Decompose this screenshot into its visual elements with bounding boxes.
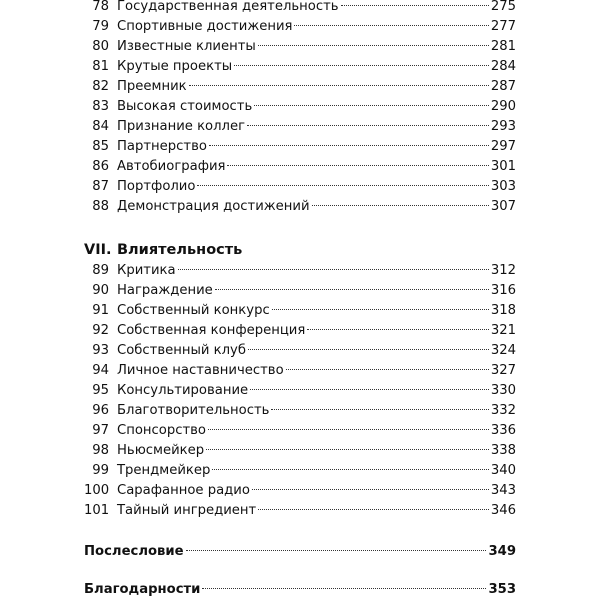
toc-entry[interactable] — [84, 461, 516, 481]
toc-entry[interactable] — [84, 17, 516, 37]
toc-entry[interactable] — [84, 501, 516, 521]
toc-entry-number: 81 — [92, 59, 109, 74]
toc-entry-page: 293 — [490, 119, 516, 134]
toc-entry-page: 332 — [490, 403, 516, 418]
toc-entry-page: 321 — [490, 323, 516, 338]
dot-leader — [307, 329, 489, 330]
dot-leader — [208, 429, 489, 430]
dot-leader — [178, 269, 489, 270]
toc-entry-number: 98 — [92, 443, 109, 458]
toc-entry-number: 84 — [92, 119, 109, 134]
toc-entry-title: Известные клиенты — [117, 39, 256, 54]
toc-entry[interactable] — [84, 261, 516, 281]
toc-entry-number: 95 — [92, 383, 109, 398]
toc-entry-page: 318 — [490, 303, 516, 318]
dot-leader — [186, 550, 487, 551]
toc-entry-number: 88 — [92, 199, 109, 214]
toc-entry-number: 96 — [92, 403, 109, 418]
toc-entry[interactable] — [84, 97, 516, 117]
toc-entry-number: 86 — [92, 159, 109, 174]
toc-entry[interactable] — [84, 177, 516, 197]
dot-leader — [206, 449, 489, 450]
toc-entry-page: 316 — [490, 283, 516, 298]
dot-leader — [209, 145, 489, 146]
toc-entry-title: Трендмейкер — [117, 463, 211, 478]
toc-entry-title: Демонстрация достижений — [117, 199, 310, 214]
toc-entry-afterword[interactable] — [84, 542, 516, 562]
toc-entry-number: 80 — [92, 39, 109, 54]
toc-entry-number: 79 — [92, 19, 109, 34]
toc-entry-page: 301 — [490, 159, 516, 174]
toc-entry-title: Награждение — [117, 283, 213, 298]
toc-entry-number: 93 — [92, 343, 109, 358]
toc-entry-number: 91 — [92, 303, 109, 318]
toc-entry-title: Партнерство — [117, 139, 207, 154]
toc-entry-title: Личное наставничество — [117, 363, 284, 378]
dot-leader — [271, 409, 488, 410]
toc-entry-number: 101 — [84, 503, 110, 518]
toc-entry-title: Ньюсмейкер — [117, 443, 205, 458]
toc-entry-page: 343 — [490, 483, 516, 498]
dot-leader — [252, 489, 489, 490]
toc-entry-page: 340 — [490, 463, 516, 478]
dot-leader — [258, 45, 489, 46]
toc-entry-title: Крутые проекты — [117, 59, 233, 74]
toc-entry-page: 277 — [490, 19, 516, 34]
dot-leader — [272, 309, 489, 310]
toc-entry[interactable] — [84, 441, 516, 461]
toc-entry-title: Собственный клуб — [117, 343, 246, 358]
toc-entry-page: 327 — [490, 363, 516, 378]
toc-entry[interactable] — [84, 197, 516, 217]
toc-entry-page: 312 — [490, 263, 516, 278]
toc-entry[interactable] — [84, 137, 516, 157]
toc-entry-page: 353 — [488, 582, 516, 597]
toc-entry-number: 90 — [92, 283, 109, 298]
toc-entry-title: Высокая стоимость — [117, 99, 253, 114]
toc-entry[interactable] — [84, 77, 516, 97]
toc-entry-title: Благодарности — [84, 582, 201, 597]
dot-leader — [215, 289, 489, 290]
toc-entry[interactable] — [84, 381, 516, 401]
toc-entry-number: 82 — [92, 79, 109, 94]
toc-entry-number: 99 — [92, 463, 109, 478]
dot-leader — [294, 25, 488, 26]
toc-entry-page: 336 — [490, 423, 516, 438]
toc-entry-title: Государственная деятельность — [117, 0, 339, 14]
dot-leader — [202, 588, 486, 589]
toc-entry-number: 94 — [92, 363, 109, 378]
section-title: Влиятельность — [117, 242, 243, 258]
toc-entry-title: Преемник — [117, 79, 187, 94]
toc-entry[interactable] — [84, 421, 516, 441]
toc-entry[interactable] — [84, 117, 516, 137]
toc-entry[interactable] — [84, 341, 516, 361]
dot-leader — [247, 125, 489, 126]
toc-entry[interactable] — [84, 321, 516, 341]
dot-leader — [250, 389, 489, 390]
toc-entry-page: 281 — [490, 39, 516, 54]
toc-entry[interactable] — [84, 0, 516, 17]
toc-entry-title: Собственный конкурс — [117, 303, 270, 318]
dot-leader — [258, 509, 489, 510]
toc-entry-title: Признание коллег — [117, 119, 246, 134]
toc-entry-acknowledgements[interactable] — [84, 580, 516, 600]
dot-leader — [248, 349, 489, 350]
toc-entry-page: 338 — [490, 443, 516, 458]
toc-entry-number: 87 — [92, 179, 109, 194]
section-number: VII. — [84, 242, 112, 258]
dot-leader — [227, 165, 488, 166]
toc-entry-title: Благотворительность — [117, 403, 270, 418]
toc-entry-title: Собственная конференция — [117, 323, 306, 338]
toc-entry[interactable] — [84, 37, 516, 57]
dot-leader — [212, 469, 488, 470]
toc-entry-number: 97 — [92, 423, 109, 438]
dot-leader — [286, 369, 489, 370]
dot-leader — [234, 65, 489, 66]
toc-entry-title: Спонсорство — [117, 423, 206, 438]
toc-entry[interactable] — [84, 301, 516, 321]
toc-entry[interactable] — [84, 57, 516, 77]
toc-entry[interactable] — [84, 361, 516, 381]
toc-entry-page: 284 — [490, 59, 516, 74]
toc-entry-page: 349 — [488, 544, 516, 559]
toc-entry[interactable] — [84, 281, 516, 301]
dot-leader — [312, 205, 489, 206]
toc-entry-page: 297 — [490, 139, 516, 154]
toc-entry[interactable] — [84, 401, 516, 421]
toc-entry-title: Спортивные достижения — [117, 19, 293, 34]
dot-leader — [189, 85, 489, 86]
toc-entry-number: 78 — [92, 0, 109, 14]
toc-entry-title: Сарафанное радио — [117, 483, 250, 498]
toc-entry-number: 89 — [92, 263, 109, 278]
toc-entry-page: 307 — [490, 199, 516, 214]
toc-entry-page: 287 — [490, 79, 516, 94]
section-heading[interactable] — [84, 239, 242, 261]
dot-leader — [341, 5, 489, 6]
toc-entry-page: 324 — [490, 343, 516, 358]
toc-entry-number: 83 — [92, 99, 109, 114]
toc-entry[interactable] — [84, 481, 516, 501]
toc-entry-title: Послесловие — [84, 544, 184, 559]
toc-entry-title: Портфолио — [117, 179, 196, 194]
toc-entry-number: 92 — [92, 323, 109, 338]
toc-entry-title: Автобиография — [117, 159, 226, 174]
toc-entry-title: Тайный ингредиент — [117, 503, 257, 518]
toc-entry-page: 275 — [490, 0, 516, 14]
toc-entry-page: 290 — [490, 99, 516, 114]
toc-entry-page: 330 — [490, 383, 516, 398]
dot-leader — [254, 105, 489, 106]
toc-entry-number: 100 — [84, 483, 110, 498]
toc-entry[interactable] — [84, 157, 516, 177]
toc-entry-title: Критика — [117, 263, 176, 278]
toc-entry-number: 85 — [92, 139, 109, 154]
toc-entry-page: 303 — [490, 179, 516, 194]
toc-entry-page: 346 — [490, 503, 516, 518]
toc-entry-title: Консультирование — [117, 383, 249, 398]
dot-leader — [197, 185, 488, 186]
